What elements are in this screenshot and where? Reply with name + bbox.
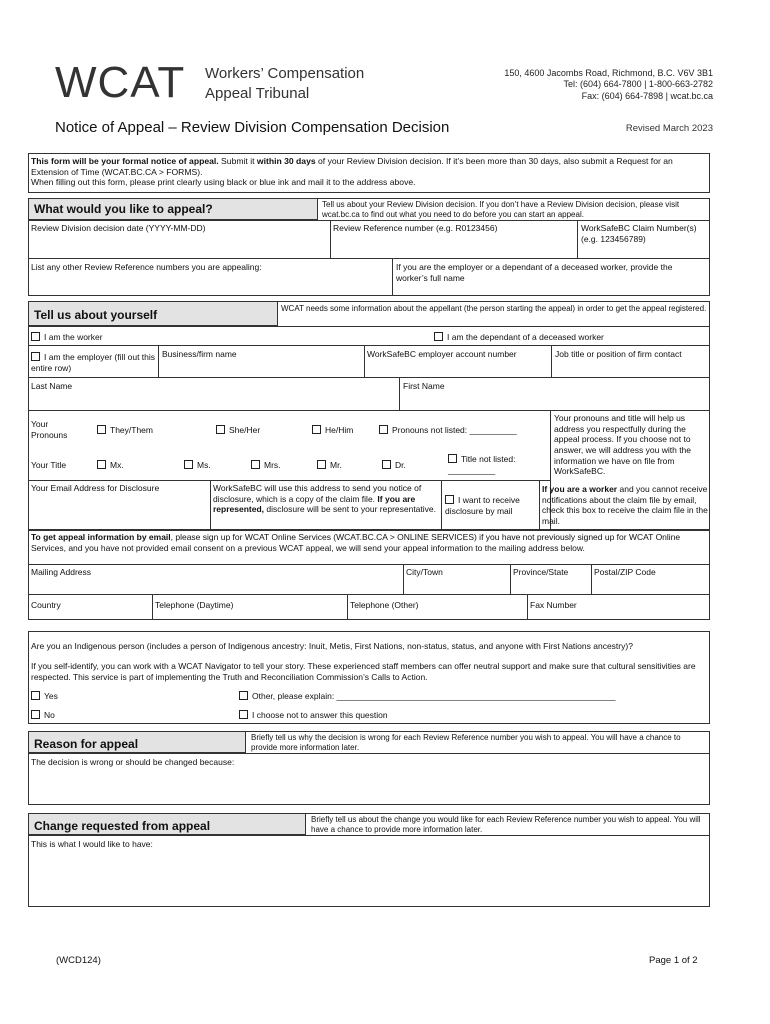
indigenous-other[interactable] bbox=[239, 691, 616, 702]
title-label: Your Title bbox=[31, 460, 67, 470]
navigator-note: If you self-identify, you can work with a WCAT Navigator to tell your story. These experienced staff members can offer neutral support and make sure that cultural sensitivities are respected. This service is part of implementing the Truth and Reconciliation Commission’s Calls to Action. bbox=[31, 661, 696, 682]
wcat-logo: WCAT bbox=[55, 58, 186, 107]
review-reference-field[interactable]: Review Reference number (e.g. R0123456) bbox=[333, 223, 498, 233]
receive-mail-checkbox[interactable] bbox=[445, 495, 454, 504]
form-code: (WCD124) bbox=[56, 955, 101, 966]
worker-full-name-field[interactable]: If you are the employer or a dependant of a deceased worker, provide the worker’s full name bbox=[396, 262, 673, 283]
change-note: Briefly tell us about the change you would like for each Review Reference number you wish to appeal. You will have a chance to provide more information later. bbox=[311, 815, 701, 834]
pronoun-he-label: He/Him bbox=[325, 425, 354, 435]
contact-address bbox=[504, 68, 713, 102]
dependant-option[interactable] bbox=[434, 332, 604, 343]
online-services-note bbox=[31, 532, 707, 553]
first-name-field[interactable]: First Name bbox=[403, 381, 445, 391]
pronoun-he-checkbox[interactable] bbox=[312, 425, 321, 434]
title-other[interactable] bbox=[448, 454, 546, 475]
employer-account-field[interactable]: WorkSafeBC employer account number bbox=[367, 349, 517, 359]
telephone-daytime-field[interactable]: Telephone (Daytime) bbox=[155, 600, 234, 610]
worker-note-bold: If you are a worker bbox=[542, 484, 618, 494]
change-section-title: Change requested from appeal bbox=[28, 813, 306, 835]
indigenous-no-answer-checkbox[interactable] bbox=[239, 710, 248, 719]
indigenous-yes-checkbox[interactable] bbox=[31, 691, 40, 700]
intro-text-1: Submit it bbox=[218, 156, 257, 166]
online-note-text: , please sign up for WCAT Online Services (WCAT.BC.CA > ONLINE SERVICES) if you have not previously signed up for WCAT Online Services, and you have not provided email consent on a previous WCAT appeal, we will send your appeal information to the mailing address below. bbox=[31, 532, 681, 553]
country-field[interactable]: Country bbox=[31, 600, 61, 610]
email-note bbox=[213, 483, 439, 515]
indigenous-no-answer[interactable] bbox=[239, 710, 388, 721]
reason-field[interactable]: The decision is wrong or should be changed because: bbox=[31, 757, 235, 767]
page-title: Notice of Appeal – Review Division Compensation Decision bbox=[55, 119, 450, 136]
title-mx[interactable] bbox=[97, 460, 124, 471]
telephone-other-field[interactable]: Telephone (Other) bbox=[350, 600, 419, 610]
title-mr-label: Mr. bbox=[330, 460, 342, 470]
pronoun-they[interactable] bbox=[97, 425, 153, 436]
intro-bold-2: within 30 days bbox=[256, 156, 316, 166]
email-note-text: WorkSafeBC will use this address to send you notice of disclosure, which is a copy of the claim file. bbox=[213, 483, 422, 504]
title-mrs-label: Mrs. bbox=[264, 460, 281, 470]
worker-label: I am the worker bbox=[44, 332, 103, 342]
worker-checkbox[interactable] bbox=[31, 332, 40, 341]
reason-note: Briefly tell us why the decision is wrong for each Review Reference number you wish to appeal. You will have a chance to provide more information later. bbox=[251, 733, 681, 752]
business-name-field[interactable]: Business/firm name bbox=[162, 349, 237, 359]
title-ms[interactable] bbox=[184, 460, 211, 471]
job-title-field[interactable]: Job title or position of firm contact bbox=[555, 349, 682, 359]
logo-subtitle-line-1: Workers’ Compensation bbox=[205, 65, 365, 82]
address-line: 150, 4600 Jacombs Road, Richmond, B.C. V6V 3B1 bbox=[504, 68, 713, 78]
pronoun-he[interactable] bbox=[312, 425, 353, 436]
last-name-field[interactable]: Last Name bbox=[31, 381, 73, 391]
title-other-label: Title not listed: __________ bbox=[448, 454, 516, 475]
indigenous-no-label: No bbox=[44, 710, 55, 720]
page-number: Page 1 of 2 bbox=[649, 955, 698, 966]
logo-subtitle bbox=[205, 64, 364, 103]
title-dr[interactable] bbox=[382, 460, 406, 471]
employer-checkbox[interactable] bbox=[31, 352, 40, 361]
change-field[interactable]: This is what I would like to have: bbox=[31, 839, 153, 849]
intro-line-2: When filling out this form, please print clearly using black or blue ink and mail it to the address above. bbox=[31, 177, 416, 188]
decision-date-field[interactable]: Review Division decision date (YYYY-MM-DD) bbox=[31, 223, 206, 233]
pronoun-other-checkbox[interactable] bbox=[379, 425, 388, 434]
indigenous-yes[interactable] bbox=[31, 691, 58, 702]
city-field[interactable]: City/Town bbox=[406, 567, 443, 577]
indigenous-question: Are you an Indigenous person (includes a person of Indigenous ancestry: Inuit, Metis, First Nations, non-status, status, and anyone with First Nations ancestry)? bbox=[31, 641, 633, 651]
receive-mail-option[interactable] bbox=[445, 495, 545, 516]
province-field[interactable]: Province/State bbox=[513, 567, 569, 577]
intro-text-2: of your Review Division decision. If it’s been more than 30 days, also submit a Request for an Extension of Time (WCAT.BC.CA > FORMS). bbox=[31, 156, 673, 177]
phone-line: Tel: (604) 664-7800 | 1-800-663-2782 bbox=[563, 79, 713, 90]
title-dr-label: Dr. bbox=[395, 460, 406, 470]
claim-number-field[interactable]: WorkSafeBC Claim Number(s) (e.g. 123456789) bbox=[581, 223, 697, 244]
title-mrs-checkbox[interactable] bbox=[251, 460, 260, 469]
revision-date: Revised March 2023 bbox=[625, 123, 713, 134]
email-field[interactable]: Your Email Address for Disclosure bbox=[31, 483, 160, 493]
logo-subtitle-line-2: Appeal Tribunal bbox=[205, 84, 310, 102]
dependant-checkbox[interactable] bbox=[434, 332, 443, 341]
intro-text bbox=[31, 156, 707, 188]
receive-mail-label: I want to receive disclosure by mail bbox=[445, 495, 520, 516]
pronoun-they-label: They/Them bbox=[110, 425, 153, 435]
about-section-title: Tell us about yourself bbox=[28, 301, 278, 326]
intro-bold-1: This form will be your formal notice of appeal. bbox=[31, 156, 219, 166]
appeal-section-title: What would you like to appeal? bbox=[28, 198, 318, 220]
other-references-field[interactable]: List any other Review Reference numbers you are appealing: bbox=[31, 262, 262, 272]
fax-number-field[interactable]: Fax Number bbox=[530, 600, 577, 610]
pronoun-they-checkbox[interactable] bbox=[97, 425, 106, 434]
title-mr[interactable] bbox=[317, 460, 342, 471]
worker-option[interactable] bbox=[31, 332, 103, 343]
title-ms-checkbox[interactable] bbox=[184, 460, 193, 469]
pronoun-other-label: Pronouns not listed: __________ bbox=[392, 425, 517, 435]
appeal-note: Tell us about your Review Division decision. If you don’t have a Review Division decision, please visit wcat.bc.ca to find out what you need to do before you can start an appeal. bbox=[322, 200, 680, 219]
reason-section-title: Reason for appeal bbox=[28, 731, 246, 753]
indigenous-yes-label: Yes bbox=[44, 691, 58, 701]
dependant-label: I am the dependant of a deceased worker bbox=[447, 332, 604, 342]
employer-label: I am the employer (fill out this entire row) bbox=[31, 352, 156, 373]
title-mx-checkbox[interactable] bbox=[97, 460, 106, 469]
about-note: WCAT needs some information about the appellant (the person starting the appeal) in order to get the appeal registered. bbox=[281, 304, 707, 313]
pronoun-note: Your pronouns and title will help us address you respectfully during the appeal process. If you choose not to answer, we will address you with the information we have on file from WorkSafeBC. bbox=[554, 413, 692, 477]
worker-mail-note bbox=[542, 484, 708, 527]
indigenous-other-checkbox[interactable] bbox=[239, 691, 248, 700]
indigenous-no-checkbox[interactable] bbox=[31, 710, 40, 719]
pronoun-she[interactable] bbox=[216, 425, 260, 436]
title-dr-checkbox[interactable] bbox=[382, 460, 391, 469]
pronoun-she-label: She/Her bbox=[229, 425, 261, 435]
fax-line: Fax: (604) 664-7898 | wcat.bc.ca bbox=[581, 90, 713, 101]
pronoun-other[interactable] bbox=[379, 425, 517, 436]
pronouns-label: Your Pronouns bbox=[31, 419, 68, 440]
title-other-checkbox[interactable] bbox=[448, 454, 457, 463]
postal-code-field[interactable]: Postal/ZIP Code bbox=[594, 567, 656, 577]
worker-note-text: and you cannot receive notifications about the claim file by email, check this box to receive the claim file in the mail. bbox=[542, 484, 708, 526]
title-mx-label: Mx. bbox=[110, 460, 124, 470]
employer-option[interactable] bbox=[31, 352, 156, 373]
indigenous-other-label: Other, please explain: ___________________________________________________________ bbox=[252, 691, 616, 701]
indigenous-no-answer-label: I choose not to answer this question bbox=[252, 710, 388, 720]
title-mr-checkbox[interactable] bbox=[317, 460, 326, 469]
pronoun-she-checkbox[interactable] bbox=[216, 425, 225, 434]
online-note-bold: To get appeal information by email bbox=[31, 532, 171, 542]
email-note-text-2: disclosure will be sent to your representative. bbox=[264, 504, 437, 515]
email-note-bold: If you are represented, bbox=[213, 493, 416, 515]
title-mrs[interactable] bbox=[251, 460, 281, 471]
mailing-address-field[interactable]: Mailing Address bbox=[31, 567, 92, 577]
title-ms-label: Ms. bbox=[197, 460, 211, 470]
indigenous-no[interactable] bbox=[31, 710, 55, 721]
